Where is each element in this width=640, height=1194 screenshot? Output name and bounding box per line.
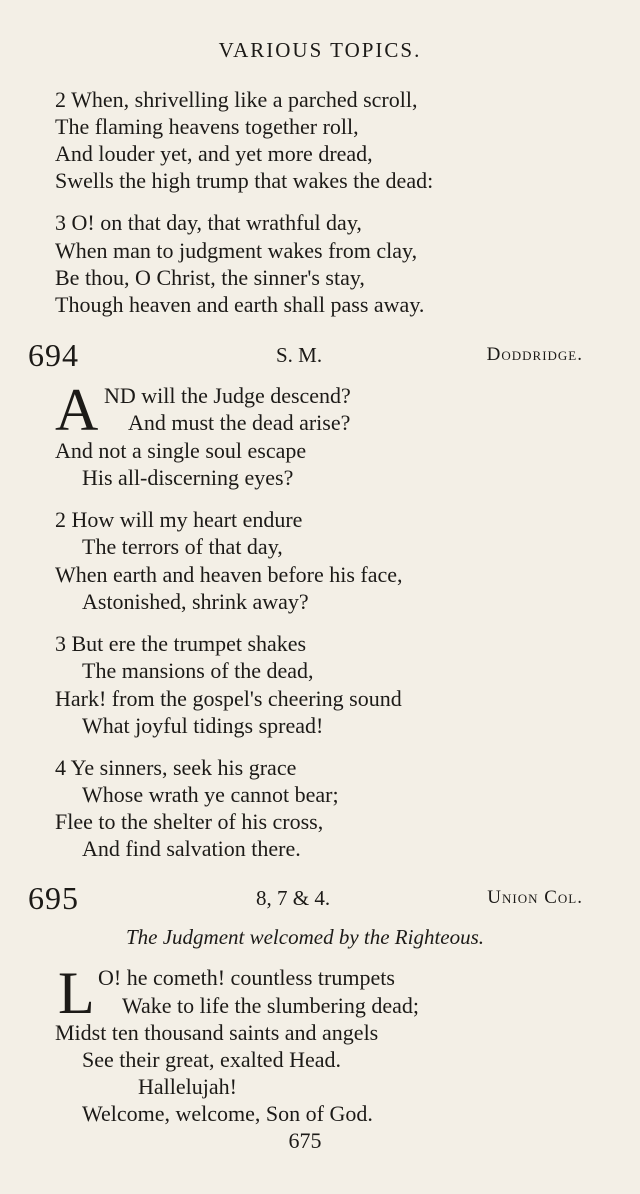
verse-line: ND will the Judge descend?: [104, 383, 351, 408]
verse-line: Whose wrath ye cannot bear;: [82, 782, 339, 807]
verse-line: Flee to the shelter of his cross,: [55, 809, 324, 834]
verse-line: And must the dead arise?: [128, 410, 351, 435]
hymn-695-heading: [28, 880, 583, 914]
verse-line: 3 O! on that day, that wrathful day,: [55, 210, 362, 235]
page-header: VARIOUS TOPICS.: [218, 38, 422, 62]
hymn-meter: S. M.: [276, 343, 323, 367]
verse-line: See their great, exalted Head.: [82, 1047, 341, 1072]
hymn-subtitle: The Judgment welcomed by the Righteous.: [125, 925, 485, 949]
hymn-author: Union Col.: [487, 887, 583, 908]
drop-cap: A: [55, 377, 99, 443]
verse-line: 2 How will my heart endure: [55, 507, 303, 532]
drop-cap: L: [58, 960, 95, 1026]
verse-line: Wake to life the slumbering dead;: [122, 993, 419, 1018]
verse-line: Welcome, welcome, Son of God.: [82, 1101, 373, 1126]
verse-line: The flaming heavens together roll,: [55, 114, 359, 139]
verse-line: Astonished, shrink away?: [82, 589, 309, 614]
hymn-number: 695: [28, 880, 79, 916]
verse-line: O! he cometh! countless trumpets: [98, 965, 395, 990]
hymn-694-heading: [28, 337, 583, 371]
page-number: 675: [288, 1128, 322, 1153]
verse-line: When man to judgment wakes from clay,: [55, 238, 418, 263]
verse-line: Hark! from the gospel's cheering sound: [55, 686, 402, 711]
verse-line: Midst ten thousand saints and angels: [55, 1020, 379, 1045]
hymn-number: 694: [28, 337, 79, 373]
verse-line: What joyful tidings spread!: [82, 713, 324, 738]
verse-line: 3 But ere the trumpet shakes: [55, 631, 307, 656]
verse-line: Though heaven and earth shall pass away.: [55, 292, 425, 317]
verse-line: 4 Ye sinners, seek his grace: [55, 755, 297, 780]
verse-line: His all-discerning eyes?: [82, 465, 294, 490]
verse-line: Swells the high trump that wakes the dead:: [55, 168, 434, 193]
verse-line: And not a single soul escape: [55, 438, 307, 463]
verse-line: And find salvation there.: [82, 836, 301, 861]
verse-line: When earth and heaven before his face,: [55, 562, 403, 587]
hymn-meter: 8, 7 & 4.: [256, 886, 331, 910]
verse-line: Hallelujah!: [138, 1074, 237, 1099]
verse-line: 2 When, shrivelling like a parched scroll,: [55, 87, 418, 112]
verse-line: The mansions of the dead,: [82, 658, 314, 683]
verse-line: The terrors of that day,: [82, 534, 283, 559]
hymn-author: Doddridge.: [486, 344, 583, 365]
verse-line: Be thou, O Christ, the sinner's stay,: [55, 265, 365, 290]
verse-line: And louder yet, and yet more dread,: [55, 141, 373, 166]
